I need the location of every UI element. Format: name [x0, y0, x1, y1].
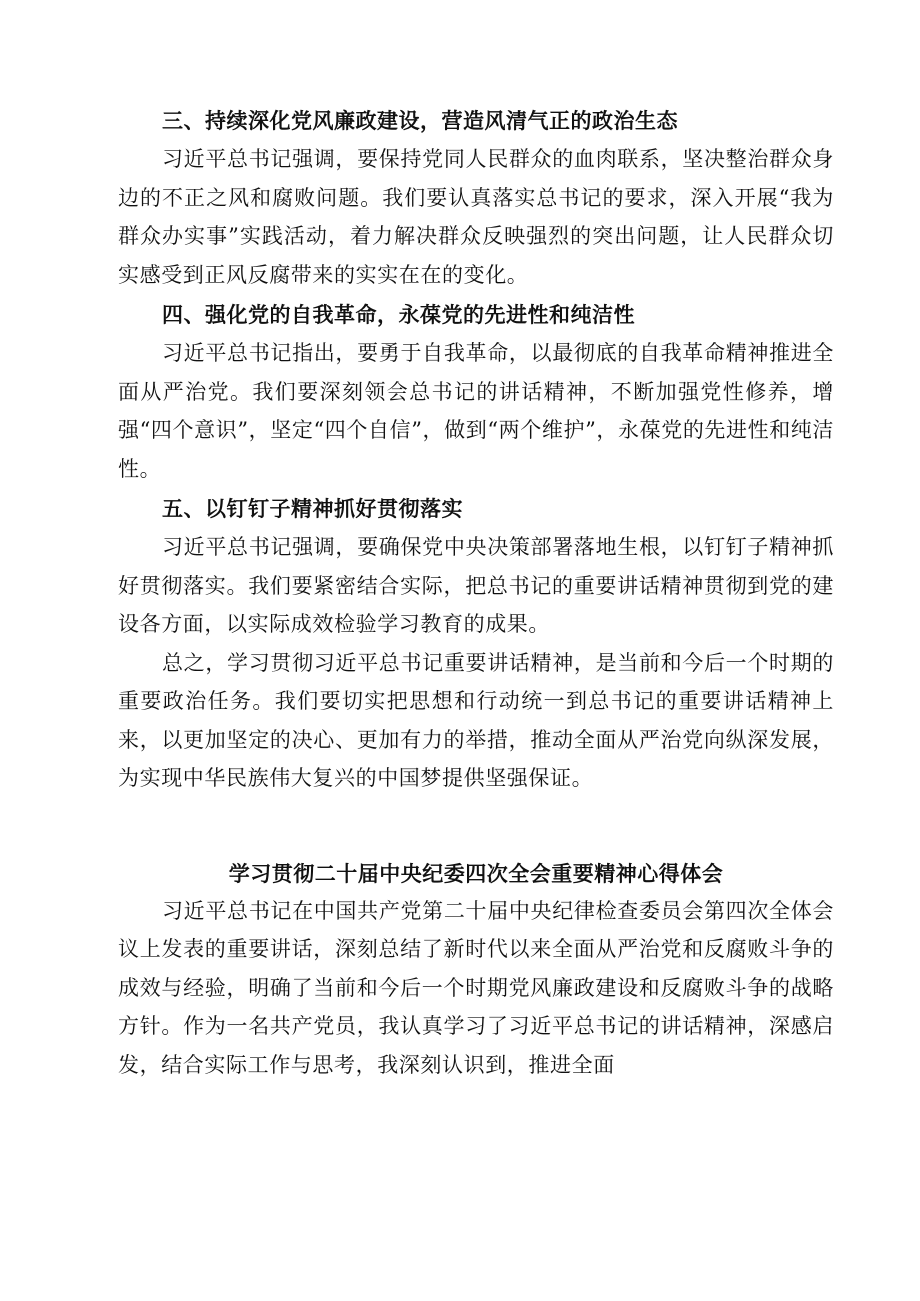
section-heading-3: 三、持续深化党风廉政建设，营造风清气正的政治生态 — [162, 109, 678, 133]
conclusion-paragraph: 总之，学习贯彻习近平总书记重要讲话精神，是当前和今后一个时期的重要政治任务。我们要切实把思想和行动统一到总书记的重要讲话精神上来，以更加坚定的决心、更加有力的举措，推动全面从严治党向纵深发展，为实现中华民族伟大复兴的中国梦提供坚强保证。 — [118, 650, 834, 790]
document-content — [118, 103, 834, 1084]
section-heading-5: 五、以钉钉子精神抓好贯彻落实 — [162, 497, 463, 521]
article-intro-paragraph: 习近平总书记在中国共产党第二十届中央纪律检查委员会第四次全体会议上发表的重要讲话，深刻总结了新时代以来全面从严治党和反腐败斗争的成效与经验，明确了当前和今后一个时期党风廉政建设和反腐败斗争的战略方针。作为一名共产党员，我认真学习了习近平总书记的讲话精神，深感启发，结合实际工作与思考，我深刻认识到，推进全面 — [118, 898, 834, 1077]
article-title: 学习贯彻二十届中央纪委四次全会重要精神心得体会 — [228, 861, 724, 886]
section-paragraph-3: 习近平总书记强调，要保持党同人民群众的血肉联系，坚决整治群众身边的不正之风和腐败问题。我们要认真落实总书记的要求，深入开展“我为群众办实事”实践活动，着力解决群众反映强烈的突出问题，让人民群众切实感受到正风反腐带来的实实在在的变化。 — [118, 147, 834, 287]
section-paragraph-4: 习近平总书记指出，要勇于自我革命，以最彻底的自我革命精神推进全面从严治党。我们要深刻领会总书记的讲话精神，不断加强党性修养，增强“四个意识”，坚定“四个自信”，做到“两个维护”，永葆党的先进性和纯洁性。 — [118, 341, 835, 481]
section-paragraph-5: 习近平总书记强调，要确保党中央决策部署落地生根，以钉钉子精神抓好贯彻落实。我们要紧密结合实际，把总书记的重要讲话精神贯彻到党的建设各方面，以实际成效检验学习教育的成果。 — [118, 535, 834, 636]
section-heading-4: 四、强化党的自我革命，永葆党的先进性和纯洁性 — [162, 303, 635, 327]
